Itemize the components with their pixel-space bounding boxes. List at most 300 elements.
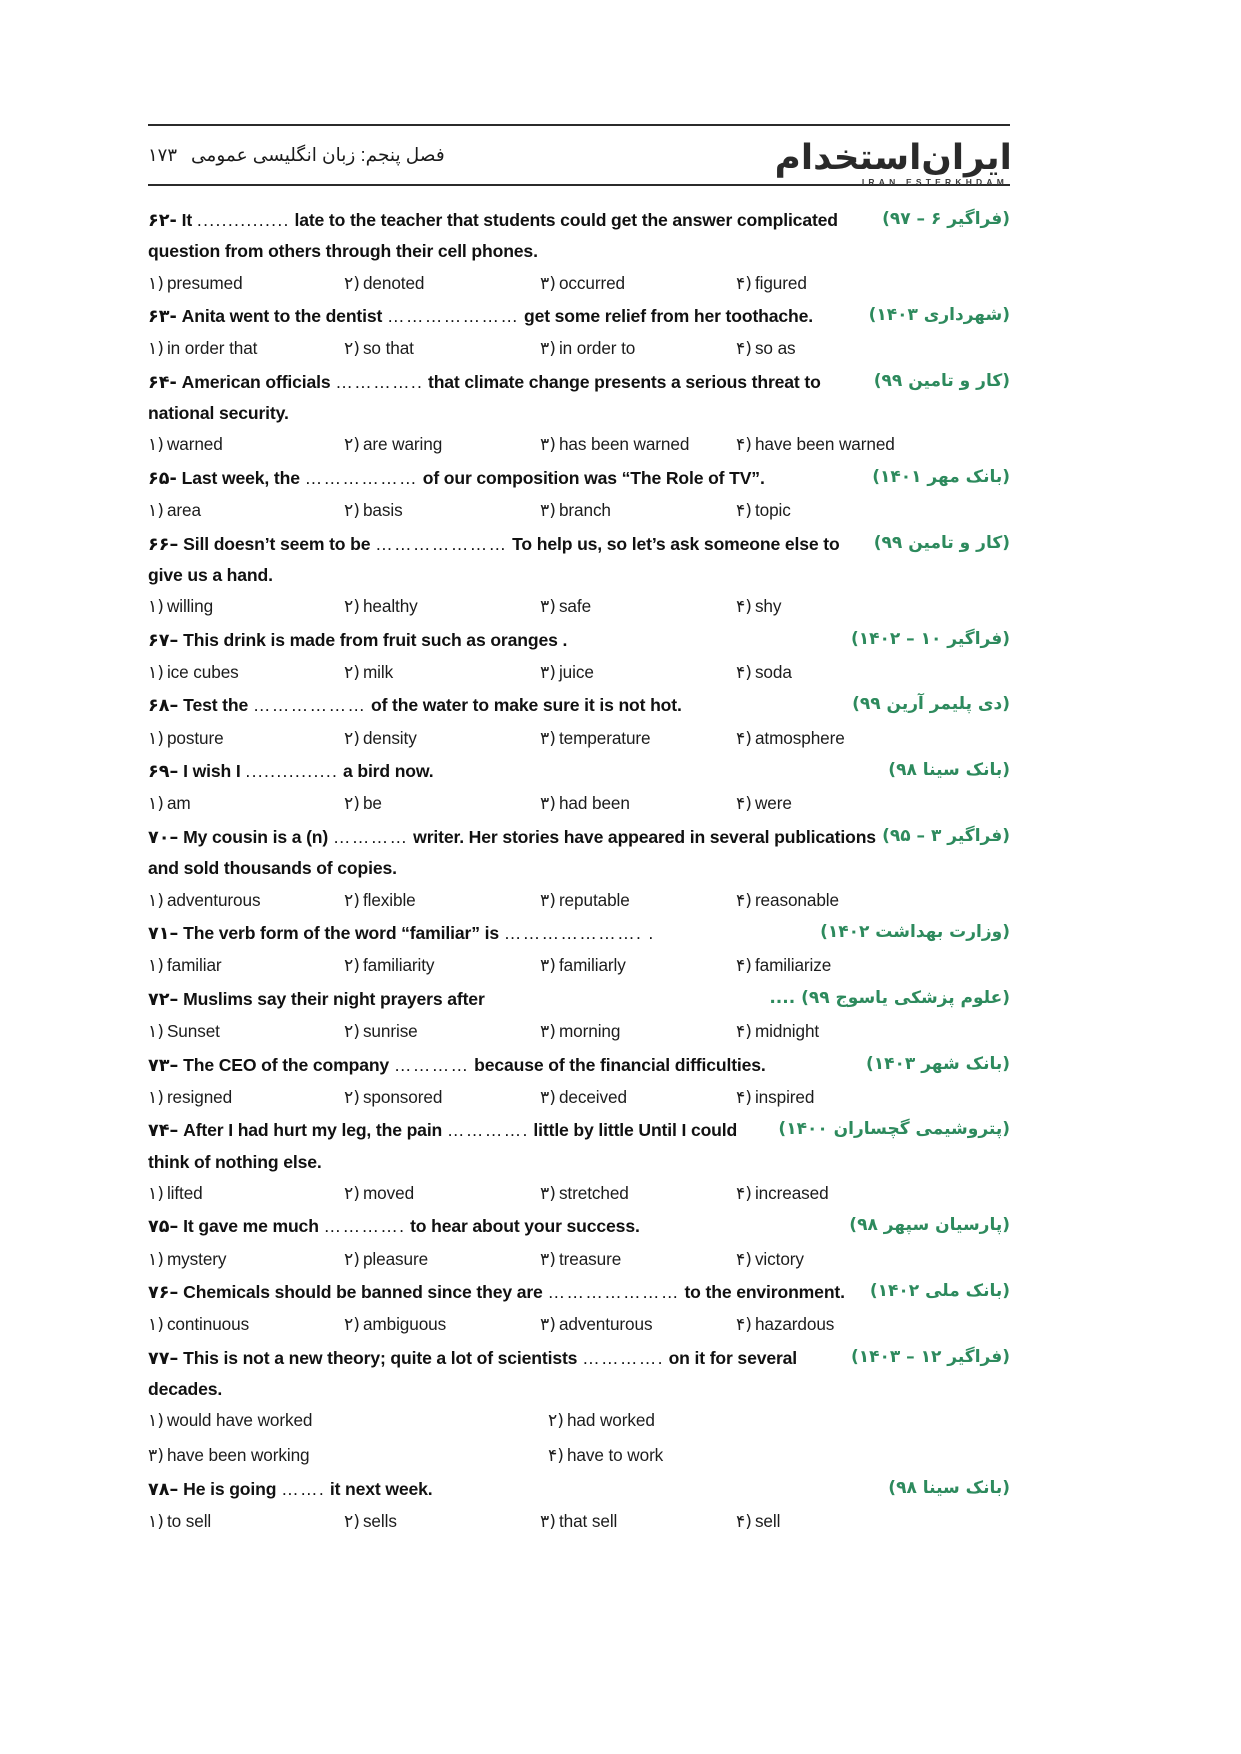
option-item[interactable]: [344, 1081, 540, 1116]
option-number: ۳): [540, 890, 556, 911]
option-number: ۴): [736, 728, 752, 749]
question-block: [148, 1343, 1010, 1474]
option-label: Sunset: [166, 1021, 220, 1042]
answer-blank: ………………: [304, 467, 418, 488]
option-number: ۲): [344, 890, 360, 911]
question-block: [148, 1211, 1010, 1277]
option-number: ۴): [736, 1022, 752, 1043]
question-number: ۶۲-: [148, 211, 177, 231]
option-row: [148, 1015, 1010, 1050]
question-block: [148, 756, 1010, 822]
logo-subtext: IRAN ESTERKHDAM: [861, 177, 1008, 188]
option-number: ۲): [344, 662, 360, 683]
option-number: ۳): [148, 1446, 164, 1466]
option-number: ۲): [344, 1511, 360, 1532]
question-stem: [148, 690, 1010, 721]
option-row: [148, 656, 1010, 691]
option-label: area: [166, 500, 201, 521]
option-item[interactable]: [344, 884, 540, 919]
option-label: branch: [558, 500, 611, 521]
question-stem: [148, 1343, 1010, 1405]
question-stem-part1: American officials: [181, 371, 331, 392]
option-number: ۴): [736, 890, 752, 911]
question-block: [148, 690, 1010, 756]
option-row: [148, 1505, 1010, 1540]
option-label: flexible: [362, 889, 416, 910]
option-item[interactable]: [148, 1015, 344, 1050]
option-item[interactable]: [148, 1404, 548, 1439]
question-block: [148, 918, 1010, 984]
option-number: ۱): [148, 501, 164, 522]
option-item[interactable]: [540, 332, 736, 367]
question-stem-part2: it next week.: [329, 1478, 433, 1499]
iran-estekhdam-logo: [775, 138, 1013, 188]
option-label: mystery: [166, 1248, 227, 1269]
option-number: ۱): [148, 1249, 164, 1270]
option-number: ۱): [148, 273, 164, 294]
option-number: ۱): [148, 794, 164, 815]
option-label: shy: [754, 596, 782, 617]
option-number: ۴): [736, 1315, 752, 1336]
question-stem: [148, 822, 1010, 884]
option-number: ۴): [736, 1249, 752, 1270]
option-number: ۳): [540, 956, 556, 977]
question-source-tag: (پارسیان سپهر ۹۸): [849, 1215, 1010, 1236]
option-item[interactable]: [148, 1308, 344, 1343]
option-label: familiarity: [362, 955, 435, 976]
question-block: [148, 463, 1010, 529]
option-item[interactable]: [540, 949, 736, 984]
option-label: safe: [558, 596, 592, 617]
option-label: have been working: [166, 1445, 310, 1465]
question-source-tag: (فراگیر ۱۰ – ۱۴۰۲): [850, 628, 1010, 649]
question-stem: [148, 301, 1010, 332]
answer-blank: ...............: [196, 210, 290, 230]
option-item[interactable]: [540, 787, 736, 822]
option-label: had worked: [566, 1410, 655, 1431]
option-label: occurred: [558, 272, 626, 293]
question-stem: [148, 625, 1010, 656]
option-label: reputable: [558, 889, 630, 910]
option-number: ۱): [148, 1411, 164, 1432]
option-label: pleasure: [362, 1248, 429, 1269]
answer-blank: …………: [393, 1054, 470, 1075]
option-item[interactable]: [736, 884, 932, 919]
option-label: posture: [166, 727, 224, 748]
question-stem-part1: It gave me much: [183, 1216, 319, 1237]
option-item[interactable]: [148, 1243, 344, 1278]
option-label: has been warned: [558, 434, 690, 455]
option-item[interactable]: [344, 949, 540, 984]
option-item[interactable]: [148, 722, 344, 757]
option-item[interactable]: [344, 494, 540, 529]
option-label: treasure: [558, 1248, 622, 1269]
answer-blank: …….: [281, 1478, 326, 1499]
question-number: ۶۳-: [148, 307, 177, 328]
question-stem-part2: writer. Her stories have appeared in several publications and sold thousands of copies.: [148, 827, 876, 879]
option-label: figured: [754, 272, 807, 293]
option-number: ۱): [148, 728, 164, 749]
option-label: topic: [754, 500, 791, 521]
option-label: sunrise: [362, 1021, 418, 1042]
page-number: ۱۷۳: [148, 145, 178, 165]
question-number: ۷۶–: [148, 1283, 179, 1304]
option-item[interactable]: [344, 332, 540, 367]
question-stem-part2: because of the financial difficulties.: [474, 1054, 766, 1075]
option-number: ۳): [540, 435, 556, 456]
option-item[interactable]: [548, 1404, 948, 1439]
option-number: ۳): [540, 339, 556, 360]
question-stem: [148, 1474, 1010, 1505]
option-label: lifted: [166, 1182, 203, 1203]
option-number: ۴): [736, 1511, 752, 1532]
question-stem-part1: Chemicals should be banned since they are: [183, 1282, 543, 1303]
option-item[interactable]: [736, 428, 932, 463]
option-item[interactable]: [736, 1308, 932, 1343]
option-item[interactable]: [344, 428, 540, 463]
option-row: [148, 494, 1010, 529]
option-number: ۱): [148, 956, 164, 977]
option-item[interactable]: [540, 1505, 736, 1540]
question-list: [148, 205, 1010, 1539]
option-number: ۳): [540, 501, 556, 522]
option-item[interactable]: [548, 1439, 948, 1474]
option-number: ۲): [344, 1087, 360, 1108]
option-label: to sell: [166, 1510, 212, 1531]
option-label: would have worked: [166, 1410, 313, 1431]
question-stem-part2: on it for several decades.: [148, 1347, 798, 1400]
question-number: ۷۳–: [148, 1055, 179, 1076]
answer-blank: ………….: [446, 1120, 529, 1141]
option-item[interactable]: [540, 656, 736, 691]
question-block: [148, 301, 1010, 367]
question-block: [148, 822, 1010, 918]
option-item[interactable]: [344, 590, 540, 625]
question-stem-part2: late to the teacher that students could get the answer complicated question from others through their cell phones.: [148, 210, 838, 262]
option-item[interactable]: [736, 332, 932, 367]
option-label: atmosphere: [754, 727, 845, 748]
question-stem: [148, 205, 1010, 267]
option-item[interactable]: [344, 267, 540, 302]
answer-blank: ………….: [323, 1216, 406, 1237]
option-label: were: [754, 793, 792, 814]
question-stem: [148, 367, 1010, 429]
option-label: milk: [362, 661, 394, 682]
option-number: ۱): [148, 1511, 164, 1532]
option-row: [148, 787, 1010, 822]
option-label: sponsored: [362, 1086, 443, 1107]
option-row: [148, 267, 1010, 302]
question-block: [148, 1277, 1010, 1343]
option-number: ۴): [736, 662, 752, 683]
option-row: [148, 1081, 1010, 1116]
option-number: ۲): [344, 597, 360, 618]
option-number: ۴): [548, 1446, 564, 1466]
option-item[interactable]: [344, 1177, 540, 1212]
question-stem-part2: .: [562, 629, 568, 650]
question-stem-part1: The CEO of the company: [183, 1054, 390, 1075]
question-source-tag: (کار و تامین ۹۹): [873, 532, 1010, 553]
question-stem-part2: little by little Until I could think of nothing else.: [148, 1120, 738, 1172]
question-block: [148, 1050, 1010, 1116]
option-item[interactable]: [148, 1081, 344, 1116]
question-stem-part1: Muslims say their night prayers after: [183, 988, 485, 1009]
question-source-tag: (علوم پزشکی یاسوج ۹۹) ....: [769, 987, 1010, 1008]
option-label: familiarly: [558, 955, 626, 976]
answer-blank: …………………: [547, 1282, 680, 1303]
question-stem: [148, 1211, 1010, 1242]
option-item[interactable]: [540, 590, 736, 625]
option-item[interactable]: [736, 722, 932, 757]
option-number: ۲): [344, 1022, 360, 1043]
option-label: stretched: [558, 1182, 629, 1203]
option-number: ۳): [540, 728, 556, 749]
question-source-tag: (شهرداری ۱۴۰۳): [868, 305, 1010, 326]
answer-blank: ………………: [252, 695, 367, 716]
option-number: ۱): [148, 339, 164, 360]
page-header: [148, 124, 1013, 188]
option-row: [148, 428, 1010, 463]
option-item[interactable]: [736, 656, 932, 691]
option-label: familiar: [166, 955, 222, 976]
option-item[interactable]: [736, 1243, 932, 1278]
question-stem: [148, 1115, 1010, 1177]
option-label: deceived: [558, 1086, 627, 1107]
answer-blank: …………..: [335, 371, 424, 392]
question-stem-part2: To help us, so let’s ask someone else to give us a hand.: [148, 533, 840, 585]
option-label: willing: [166, 596, 214, 617]
option-label: warned: [166, 434, 223, 455]
answer-blank: …………………. .: [503, 923, 655, 944]
option-label: denoted: [362, 272, 425, 293]
option-item[interactable]: [736, 1505, 932, 1540]
option-number: ۳): [540, 1183, 556, 1204]
option-item[interactable]: [148, 1505, 344, 1540]
option-item[interactable]: [148, 949, 344, 984]
option-item[interactable]: [736, 787, 932, 822]
header-chapter-info: [148, 144, 447, 166]
option-label: temperature: [558, 727, 651, 748]
option-item[interactable]: [148, 267, 344, 302]
option-label: so that: [362, 338, 414, 359]
option-item[interactable]: [344, 1015, 540, 1050]
option-number: ۱): [148, 597, 164, 618]
option-row: [148, 1404, 1010, 1439]
question-stem-part1: Anita went to the dentist: [181, 306, 383, 327]
option-number: ۳): [540, 597, 556, 618]
question-stem-part2: a bird now.: [342, 761, 434, 782]
question-stem-part2: to the environment.: [684, 1282, 845, 1303]
option-item[interactable]: [736, 590, 932, 625]
option-item[interactable]: [344, 1505, 540, 1540]
option-label: density: [362, 727, 417, 748]
option-number: ۱): [148, 1183, 164, 1204]
option-item[interactable]: [540, 884, 736, 919]
option-item[interactable]: [540, 494, 736, 529]
option-item[interactable]: [540, 1243, 736, 1278]
question-stem-part1: The verb form of the word “familiar” is: [183, 923, 499, 944]
question-stem: [148, 756, 1010, 787]
option-row: [148, 1439, 1010, 1474]
option-item[interactable]: [540, 1081, 736, 1116]
option-number: ۳): [540, 662, 556, 683]
question-source-tag: (بانک سینا ۹۸): [888, 760, 1010, 781]
question-block: [148, 625, 1010, 691]
option-number: ۲): [548, 1411, 564, 1432]
option-row: [148, 949, 1010, 984]
question-stem: [148, 918, 1010, 949]
option-label: midnight: [754, 1021, 820, 1042]
question-stem-part1: Last week, the: [181, 467, 300, 488]
option-label: so as: [754, 338, 796, 359]
option-label: healthy: [362, 596, 418, 617]
question-stem-part1: He is going: [183, 1478, 277, 1499]
option-item[interactable]: [736, 267, 932, 302]
option-label: sells: [362, 1510, 397, 1531]
option-item[interactable]: [736, 1177, 932, 1212]
option-label: that sell: [558, 1510, 618, 1531]
option-item[interactable]: [148, 1439, 548, 1474]
option-item[interactable]: [344, 656, 540, 691]
option-label: had been: [558, 793, 630, 814]
option-number: ۳): [540, 1315, 556, 1336]
option-number: ۱): [148, 1022, 164, 1043]
question-stem-part2: get some relief from her toothache.: [523, 306, 813, 327]
option-label: moved: [362, 1182, 415, 1203]
option-number: ۴): [736, 1183, 752, 1204]
question-number: ۶۴-: [148, 372, 177, 393]
question-stem: [148, 1050, 1010, 1081]
question-block: [148, 205, 1010, 301]
option-label: reasonable: [754, 889, 839, 910]
option-item[interactable]: [148, 428, 344, 463]
question-stem: [148, 1277, 1010, 1308]
question-number: ۶۹–: [148, 762, 179, 783]
option-number: ۳): [540, 1087, 556, 1108]
option-label: have been warned: [754, 434, 895, 455]
option-item[interactable]: [540, 1308, 736, 1343]
option-number: ۲): [344, 273, 360, 294]
option-label: familiarize: [754, 955, 832, 976]
option-item[interactable]: [540, 1015, 736, 1050]
question-stem: [148, 463, 1010, 494]
option-item[interactable]: [148, 332, 344, 367]
option-label: in order that: [166, 338, 258, 359]
option-label: are waring: [362, 434, 443, 455]
option-number: ۴): [736, 339, 752, 360]
option-number: ۴): [736, 273, 752, 294]
option-label: juice: [558, 661, 594, 682]
question-block: [148, 529, 1010, 625]
question-stem-part1: Sill doesn’t seem to be: [183, 533, 371, 554]
question-source-tag: (فراگیر ۱۲ – ۱۴۰۳): [850, 1346, 1010, 1367]
question-number: ۷۵–: [148, 1217, 179, 1238]
option-number: ۱): [148, 435, 164, 456]
question-source-tag: (وزارت بهداشت ۱۴۰۲): [820, 922, 1010, 943]
option-row: [148, 332, 1010, 367]
question-source-tag: (فراگیر ۶ – ۹۷): [882, 209, 1010, 229]
question-source-tag: (بانک شهر ۱۴۰۳): [866, 1053, 1010, 1074]
option-item[interactable]: [148, 590, 344, 625]
option-number: ۱): [148, 1087, 164, 1108]
option-label: adventurous: [166, 889, 261, 910]
option-item[interactable]: [540, 428, 736, 463]
question-source-tag: (بانک سینا ۹۸): [888, 1477, 1010, 1498]
option-number: ۴): [736, 1087, 752, 1108]
question-number: ۷۸–: [148, 1479, 179, 1500]
option-item[interactable]: [736, 949, 932, 984]
option-number: ۲): [344, 1315, 360, 1336]
option-item[interactable]: [736, 494, 932, 529]
option-item[interactable]: [148, 494, 344, 529]
question-number: ۷۱–: [148, 924, 179, 945]
question-number: ۶۸–: [148, 696, 179, 717]
option-item[interactable]: [148, 884, 344, 919]
question-stem-part1: After I had hurt my leg, the pain: [183, 1120, 443, 1141]
option-label: have to work: [566, 1445, 664, 1465]
option-item[interactable]: [736, 1015, 932, 1050]
option-item[interactable]: [540, 1177, 736, 1212]
option-label: adventurous: [558, 1314, 653, 1335]
option-item[interactable]: [736, 1081, 932, 1116]
question-source-tag: (فراگیر ۳ – ۹۵): [882, 826, 1010, 846]
option-item[interactable]: [344, 787, 540, 822]
answer-blank: ...............: [245, 761, 339, 782]
question-stem-part1: Test the: [183, 695, 249, 716]
option-row: [148, 1177, 1010, 1212]
question-stem-part2: of our composition was “The Role of TV”.: [422, 467, 765, 488]
answer-blank: …………………: [375, 533, 508, 554]
option-label: morning: [558, 1021, 621, 1042]
option-number: ۲): [344, 956, 360, 977]
option-item[interactable]: [148, 787, 344, 822]
option-label: inspired: [754, 1086, 815, 1107]
option-label: hazardous: [754, 1314, 835, 1335]
option-row: [148, 1308, 1010, 1343]
option-label: increased: [754, 1182, 829, 1203]
question-source-tag: (پتروشیمی گچساران ۱۴۰۰): [778, 1119, 1010, 1140]
option-item[interactable]: [540, 722, 736, 757]
option-number: ۳): [540, 794, 556, 815]
question-source-tag: (بانک مهر ۱۴۰۱): [872, 466, 1010, 487]
option-number: ۳): [540, 1511, 556, 1532]
option-item[interactable]: [344, 1308, 540, 1343]
option-item[interactable]: [344, 722, 540, 757]
question-number: ۷۰–: [148, 828, 179, 848]
option-label: resigned: [166, 1086, 233, 1107]
option-number: ۲): [344, 435, 360, 456]
option-number: ۱): [148, 890, 164, 911]
question-stem-part2: of the water to make sure it is not hot.: [371, 695, 682, 716]
option-label: ice cubes: [166, 661, 239, 682]
option-number: ۲): [344, 339, 360, 360]
option-item[interactable]: [344, 1243, 540, 1278]
option-number: ۱): [148, 1315, 164, 1336]
option-label: am: [166, 793, 191, 814]
question-block: [148, 1115, 1010, 1211]
question-stem-part2: that climate change presents a serious threat to national security.: [148, 371, 821, 424]
option-row: [148, 722, 1010, 757]
option-row: [148, 1243, 1010, 1278]
option-number: ۱): [148, 662, 164, 683]
option-item[interactable]: [148, 656, 344, 691]
option-item[interactable]: [540, 267, 736, 302]
question-stem-part1: This is not a new theory; quite a lot of scientists: [183, 1347, 578, 1368]
option-number: ۴): [736, 794, 752, 815]
option-item[interactable]: [148, 1177, 344, 1212]
option-label: presumed: [166, 272, 243, 293]
question-block: [148, 367, 1010, 463]
